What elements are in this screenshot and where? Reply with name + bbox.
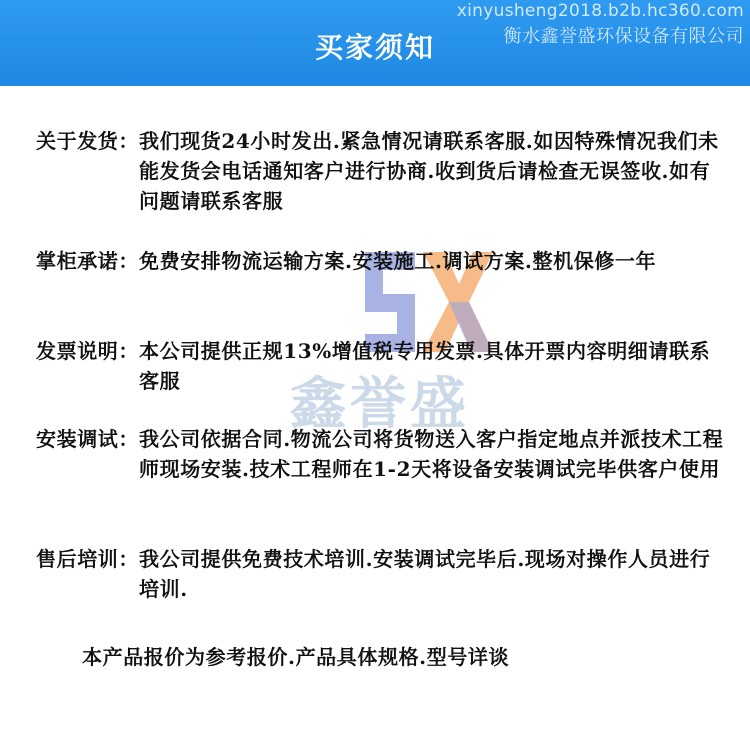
notice-promise [36, 246, 726, 276]
notice-label: 掌柜承诺： [36, 249, 139, 273]
header-banner [0, 0, 750, 86]
notice-invoice [36, 336, 726, 396]
notice-shipping [36, 126, 726, 216]
notice-installation [36, 424, 726, 484]
notice-label: 安装调试： [36, 427, 139, 451]
notice-label: 售后培训： [36, 547, 139, 571]
page-title: 买家须知 [314, 31, 435, 64]
watermark-company: 衡水鑫誉盛环保设备有限公司 [503, 26, 744, 47]
notice-text: 我公司提供免费技术培训.安装调试完毕后.现场对操作人员进行培训. [139, 547, 711, 601]
notice-label: 关于发货： [36, 129, 139, 153]
notice-text: 本公司提供正规13%增值税专用发票.具体开票内容明细请联系客服 [139, 339, 711, 393]
notice-label: 发票说明： [36, 339, 139, 363]
notice-text: 免费安排物流运输方案.安装施工.调试方案.整机保修一年 [139, 249, 657, 273]
watermark-url: xinyusheng2018.b2b.hc360.com [456, 1, 744, 21]
notice-text: 我们现货24小时发出.紧急情况请联系客服.如因特殊情况我们未能发货会电话通知客户进行协商.收到货后请检查无误签收.如有问题请联系客服 [139, 129, 719, 213]
notice-text: 我公司依据合同.物流公司将货物送入客户指定地点并派技术工程师现场安装.技术工程师在1-2天将设备安装调试完毕供客户使用 [139, 427, 724, 481]
notice-training [36, 544, 726, 604]
watermark-brand-text: 鑫誉盛 [290, 372, 470, 437]
footer-note: 本产品报价为参考报价.产品具体规格.型号详谈 [82, 645, 510, 669]
